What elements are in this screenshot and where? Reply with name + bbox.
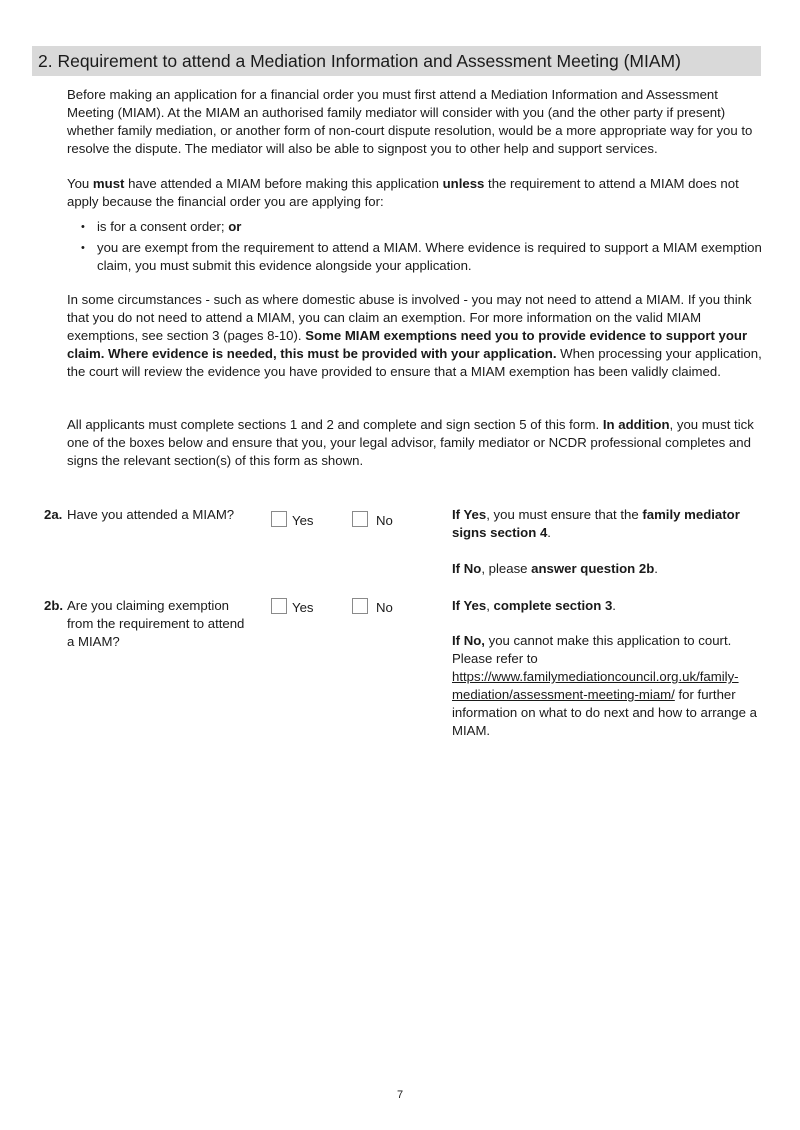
bullet-icon: •: [81, 242, 85, 254]
emphasis-evidence: Some MIAM exemptions need you to provide evidence to support your claim. Where evidence is needed, this must be provided with your application.: [67, 328, 748, 361]
question-2b-text: Are you claiming exemption from the requirement to attend a MIAM?: [67, 598, 245, 649]
intro-paragraph-3: [67, 291, 767, 381]
q2b-yes-checkbox[interactable]: [271, 598, 287, 614]
section-title: 2. Requirement to attend a Mediation Information and Assessment Meeting (MIAM): [32, 46, 761, 76]
text-run: for further information on what to do next and how to arrange a MIAM.: [452, 687, 757, 738]
q2b-no-checkbox[interactable]: [352, 598, 368, 614]
q2a-no-checkbox[interactable]: [352, 511, 368, 527]
text-run: If Yes: [452, 598, 487, 613]
text-run: complete section 3: [493, 598, 613, 613]
emphasis-unless: unless: [442, 176, 485, 191]
bullet-icon: •: [81, 221, 85, 233]
text-run: .: [612, 598, 616, 613]
text-run: .: [547, 525, 551, 540]
text-run: You: [67, 176, 93, 191]
text-run: you are exempt from the requirement to attend a MIAM. Where evidence is required to support a MIAM exemption claim, you must submit this evidence alongside your application.: [97, 240, 762, 273]
q2a-yes-checkbox[interactable]: [271, 511, 287, 527]
text-run: have attended a MIAM before making this application: [124, 176, 443, 191]
text-run: .: [654, 561, 658, 576]
text-run: In some circumstances - such as where domestic abuse is involved - you may not need to attend a MIAM. If you think that you do not need to attend a MIAM, you can claim an exemption. For more information on the valid MIAM exemptions, see section 3 (pages 8-10).: [67, 292, 752, 343]
q2a-yes-note: [452, 506, 762, 542]
condition-list: [67, 218, 767, 278]
text-run: If No,: [452, 633, 485, 648]
intro-paragraph-2: [67, 175, 767, 211]
text-run: If No: [452, 561, 482, 576]
text-run: you cannot make this application to court. Please refer to: [452, 633, 732, 666]
text-run: If Yes: [452, 507, 487, 522]
q2b-no-note: [452, 632, 758, 740]
intro-paragraph-4: [67, 416, 767, 470]
text-run: answer question 2b: [531, 561, 655, 576]
page-number: 7: [396, 1089, 404, 1101]
text-run: , please: [481, 561, 532, 576]
q2b-yes-label: Yes: [292, 600, 314, 615]
list-item: [67, 239, 767, 275]
emphasis-in-addition: In addition: [602, 417, 670, 432]
text-run: ,: [486, 598, 494, 613]
intro-paragraph-1: Before making an application for a financial order you must first attend a Mediation Information and Assessment Meeting (MIAM). At the MIAM an authorised family mediator will consider with you (and the other party if present) whether family mediation, or another form of non-court dispute resolution, would be a more appropriate way for you to resolve the dispute. The mediator will also be able to signpost you to other help and support services.: [67, 87, 753, 156]
question-2b-number: 2b.: [44, 598, 64, 613]
emphasis-must: must: [92, 176, 125, 191]
q2a-yes-label: Yes: [292, 513, 314, 528]
text-run: All applicants must complete sections 1 and 2 and complete and sign section 5 of this form.: [67, 417, 603, 432]
text-run: family mediator signs section 4: [452, 507, 740, 540]
q2a-no-label: No: [376, 513, 393, 528]
question-2a-number: 2a.: [44, 507, 63, 522]
q2b-yes-note: [452, 597, 762, 615]
text-run: , you must ensure that the: [486, 507, 643, 522]
emphasis-or: or: [228, 219, 242, 234]
q2b-no-label: No: [376, 600, 393, 615]
text-run: is for a consent order;: [97, 219, 229, 234]
question-2a-text: Have you attended a MIAM?: [67, 507, 235, 522]
text-run: the requirement to attend a MIAM does not apply because the financial order you are applying for:: [67, 176, 739, 209]
miam-info-link[interactable]: https://www.familymediationcouncil.org.uk/family-mediation/assessment-meeting-miam/: [452, 669, 739, 702]
q2a-no-note: [452, 560, 762, 578]
text-run: When processing your application, the court will review the evidence you have provided to ensure that a MIAM exemption has been validly claimed.: [67, 346, 762, 379]
list-item: [67, 218, 767, 236]
text-run: , you must tick one of the boxes below and ensure that you, your legal advisor, family mediator or NCDR professional completes and signs the relevant section(s) of this form as shown.: [67, 417, 754, 468]
